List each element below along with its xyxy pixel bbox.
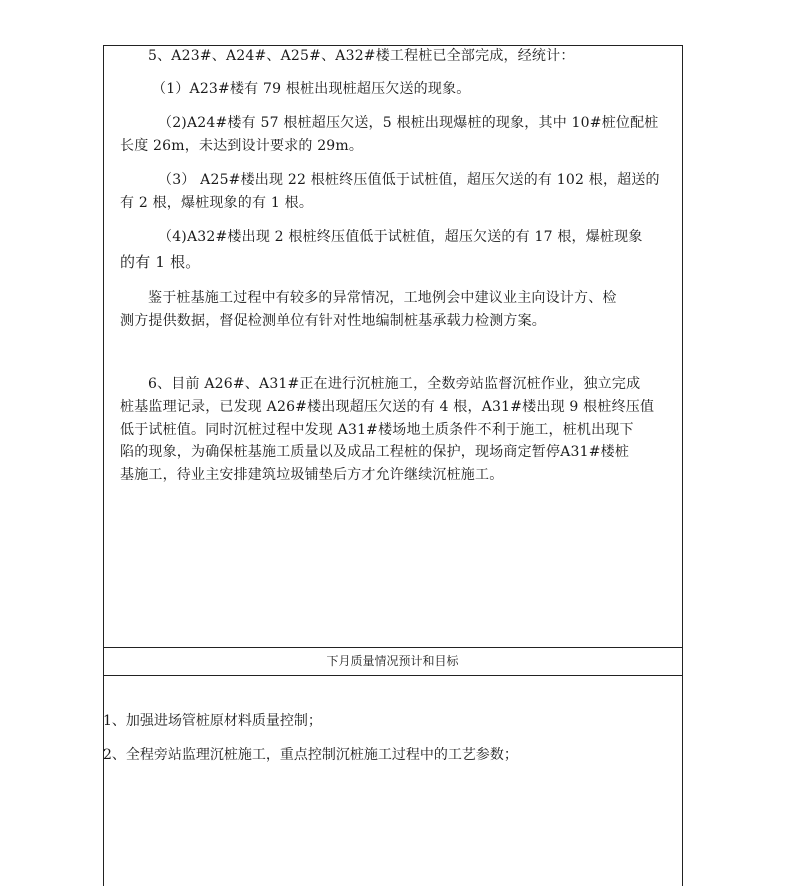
completion-item-2-line-2: 长度 26m，未达到设计要求的 29m。 [120, 138, 364, 154]
completion-item-1: （1）A23#楼有 79 根桩出现桩超压欠送的现象。 [152, 81, 471, 97]
completion-item-2-line-1: （2)A24#楼有 57 根桩超压欠送，5 根桩出现爆桩的现象，其中 10#桩位配桩 [158, 115, 659, 131]
ongoing-line-1: 6、目前 A26#、A31#正在进行沉桩施工，全数旁站监督沉桩作业，独立完成 [148, 376, 641, 392]
completion-item-4-line-1: （4)A32#楼出现 2 根桩终压值低于试桩值，超压欠送的有 17 根，爆桩现象 [158, 229, 643, 245]
ongoing-line-5: 基施工，待业主安排建筑垃圾铺垫后方才允许继续沉桩施工。 [120, 467, 504, 483]
completion-item-4-line-2: 的有 1 根。 [120, 253, 201, 271]
next-month-section-title: 下月质量情况预计和目标 [326, 654, 459, 668]
suggestion-line-2: 测方提供数据，督促检测单位有针对性地编制桩基承载力检测方案。 [120, 313, 546, 329]
suggestion-line-1: 鉴于桩基施工过程中有较多的异常情况，工地例会中建议业主向设计方、检 [148, 290, 617, 306]
completion-intro: 5、A23#、A24#、A25#、A32#楼工程桩已全部完成，经统计： [148, 48, 575, 64]
ongoing-line-3: 低于试桩值。同时沉桩过程中发现 A31#楼场地土质条件不利于施工，桩机出现下 [120, 422, 634, 438]
next-month-goal-1: 1、加强进场管桩原材料质量控制； [103, 713, 322, 729]
ongoing-line-2: 桩基监理记录，已发现 A26#楼出现超压欠送的有 4 根，A31#楼出现 9 根桩终压值 [120, 399, 655, 415]
ongoing-line-4: 陷的现象，为确保桩基施工质量以及成品工程桩的保护，现场商定暂停A31#楼桩 [120, 444, 630, 460]
next-month-goal-2: 2、全程旁站监理沉桩施工，重点控制沉桩施工过程中的工艺参数； [103, 747, 518, 763]
section-divider-bottom [103, 675, 682, 676]
completion-item-3-line-2: 有 2 根，爆桩现象的有 1 根。 [120, 195, 314, 211]
completion-item-3-line-1: （3） A25#楼出现 22 根桩终压值低于试桩值，超压欠送的有 102 根，超送的 [158, 172, 660, 188]
